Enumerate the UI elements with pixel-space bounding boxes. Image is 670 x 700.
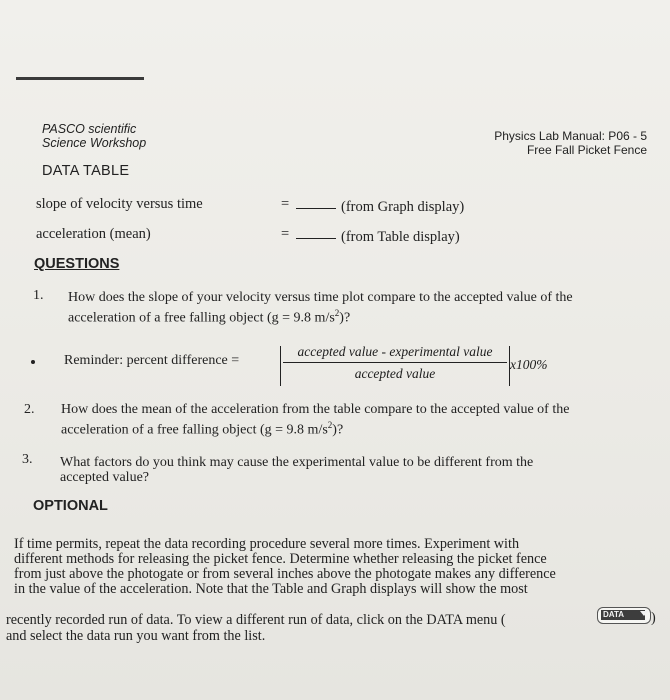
optional-line-4: in the value of the acceleration. Note that the Table and Graph displays will show the most bbox=[14, 581, 528, 597]
percent-difference-fraction bbox=[280, 346, 510, 386]
question-1-number: 1. bbox=[33, 288, 44, 303]
question-2-line-2: acceleration of a free falling object (g = 9.8 $m/s^2$)? bbox=[61, 420, 344, 438]
optional-line-2: different methods for releasing the picket fence. Determine whether releasing the picket fence bbox=[14, 551, 547, 567]
data-row-label: slope of velocity versus time bbox=[36, 196, 203, 212]
fraction-numerator: accepted value - experimental value bbox=[297, 344, 493, 359]
data-menu-button[interactable] bbox=[597, 607, 651, 624]
brand-line-2: Science Workshop bbox=[42, 136, 147, 150]
questions-heading: QUESTIONS bbox=[34, 256, 120, 272]
data-row-equals: = bbox=[281, 196, 290, 212]
reminder-label: Reminder: percent difference = bbox=[64, 353, 240, 368]
data-row-equals: = bbox=[281, 226, 290, 242]
bullet-dot bbox=[31, 360, 35, 364]
brand-line-1: PASCO scientific bbox=[42, 122, 137, 136]
data-menu-label: DATA bbox=[601, 610, 645, 620]
question-2-line-1: How does the mean of the acceleration from the table compare to the accepted value of the bbox=[61, 402, 570, 417]
manual-block bbox=[475, 129, 647, 157]
data-table-title: DATA TABLE bbox=[42, 163, 130, 179]
fraction-multiplier: x100% bbox=[510, 357, 548, 372]
optional-line-5-close: ) bbox=[651, 610, 656, 626]
question-2-number: 2. bbox=[24, 402, 35, 417]
dropdown-arrow-icon bbox=[640, 611, 648, 616]
data-row-note: (from Graph display) bbox=[341, 199, 465, 215]
header-rule bbox=[16, 77, 144, 80]
optional-line-1: If time permits, repeat the data recording procedure several more times. Experiment with bbox=[14, 536, 520, 552]
optional-line-3: from just above the photogate or from several inches above the photogate makes any difference bbox=[14, 566, 556, 582]
optional-line-6: and select the data run you want from the list. bbox=[6, 628, 266, 644]
question-3-line-2: accepted value? bbox=[60, 470, 149, 485]
data-row-label: acceleration (mean) bbox=[36, 226, 151, 242]
question-3-line-1: What factors do you think may cause the experimental value to be different from the bbox=[60, 455, 534, 470]
optional-heading: OPTIONAL bbox=[33, 498, 108, 514]
question-3-number: 3. bbox=[22, 452, 33, 467]
data-row-blank bbox=[296, 226, 336, 239]
fraction-bar bbox=[283, 362, 507, 363]
manual-line-2: Free Fall Picket Fence bbox=[526, 143, 647, 157]
optional-line-5: recently recorded run of data. To view a different run of data, click on the DATA menu ( bbox=[6, 612, 506, 628]
question-1-line-1: How does the slope of your velocity versus time plot compare to the accepted value of the bbox=[68, 290, 573, 305]
data-row-blank bbox=[296, 196, 336, 209]
question-1-line-2: acceleration of a free falling object (g = 9.8 $m/s^2$)? bbox=[68, 308, 351, 326]
fraction-denominator: accepted value bbox=[354, 366, 436, 381]
brand-block bbox=[42, 122, 146, 150]
manual-line-1: Physics Lab Manual: P06 - 5 bbox=[494, 129, 647, 143]
data-row-note: (from Table display) bbox=[341, 229, 460, 245]
